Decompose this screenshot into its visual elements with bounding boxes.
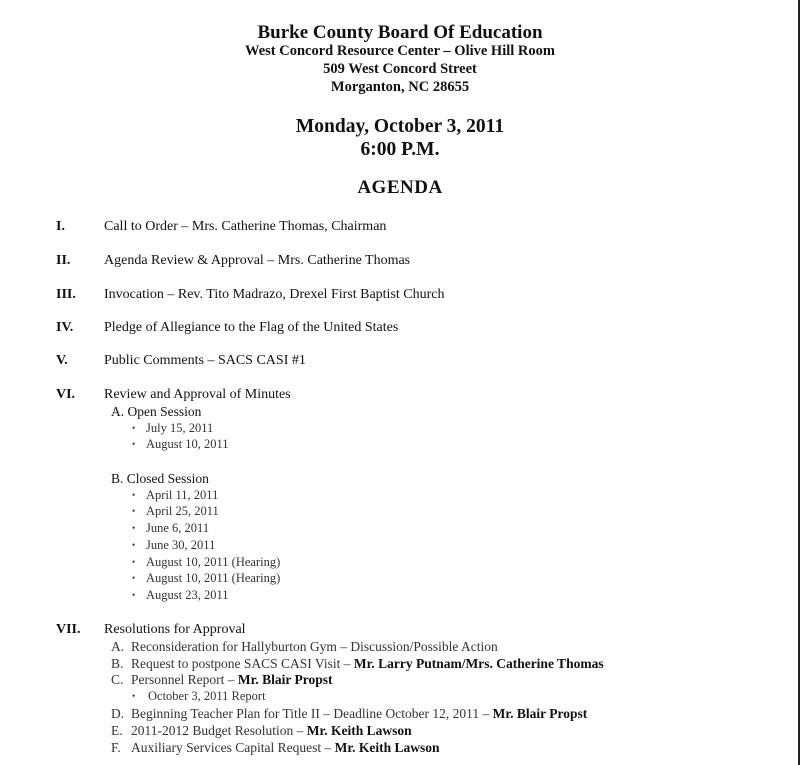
meeting-time: 6:00 P.M. [360, 139, 440, 160]
closed-session-date: • August 23, 2011 [132, 588, 229, 602]
closed-session-date: • April 25, 2011 [132, 504, 219, 518]
item-number: II. [56, 253, 71, 268]
org-title: Burke County Board Of Education [257, 22, 543, 43]
item-number: III. [56, 287, 76, 302]
item-text: Call to Order – Mrs. Catherine Thomas, Chairman [104, 219, 387, 234]
closed-session-date: • June 30, 2011 [132, 538, 216, 552]
resolution-item: B. Request to postpone SACS CASI Visit – Mr. Larry Putnam/Mrs. Catherine Thomas [111, 656, 604, 671]
item-number: VI. [56, 387, 76, 402]
street-line: 509 West Concord Street [323, 61, 477, 77]
resolution-item: D. Beginning Teacher Plan for Title II – Deadline October 12, 2011 – Mr. Blair Propst [111, 706, 588, 721]
city-line: Morganton, NC 28655 [330, 79, 470, 95]
item-text: Public Comments – SACS CASI #1 [104, 353, 306, 368]
item-text: Invocation – Rev. Tito Madrazo, Drexel First Baptist Church [104, 287, 445, 302]
open-session-date: • July 15, 2011 [132, 421, 214, 435]
item-text: Agenda Review & Approval – Mrs. Catherine Thomas [104, 253, 411, 268]
closed-session-date: • June 6, 2011 [132, 521, 210, 535]
item-number: I. [56, 219, 65, 234]
meeting-date: Monday, October 3, 2011 [295, 116, 505, 137]
closed-session-heading: B. Closed Session [111, 471, 209, 486]
closed-session-date: • August 10, 2011 (Hearing) [132, 555, 281, 569]
agenda-heading: AGENDA [357, 177, 443, 198]
venue-line: West Concord Resource Center – Olive Hill Room [245, 43, 555, 59]
open-session-date: • August 10, 2011 [132, 437, 229, 451]
personnel-report-bullet: • October 3, 2011 Report [132, 689, 266, 703]
item-number: IV. [56, 320, 74, 335]
resolution-item: C. Personnel Report – Mr. Blair Propst [111, 672, 333, 687]
item-text: Pledge of Allegiance to the Flag of the United States [104, 320, 399, 335]
item-number: V. [56, 353, 68, 368]
item-number: VII. [56, 622, 81, 637]
closed-session-date: • April 11, 2011 [132, 488, 219, 502]
resolution-item: F. Auxiliary Services Capital Request – Mr. Keith Lawson [111, 740, 440, 755]
open-session-heading: A. Open Session [111, 404, 202, 419]
item-text: Review and Approval of Minutes [104, 387, 291, 402]
resolution-item: E. 2011-2012 Budget Resolution – Mr. Keith Lawson [111, 723, 412, 738]
closed-session-date: • August 10, 2011 (Hearing) [132, 571, 281, 585]
item-text: Resolutions for Approval [104, 622, 246, 637]
resolution-item: A. Reconsideration for Hallyburton Gym – Discussion/Possible Action [111, 639, 498, 654]
